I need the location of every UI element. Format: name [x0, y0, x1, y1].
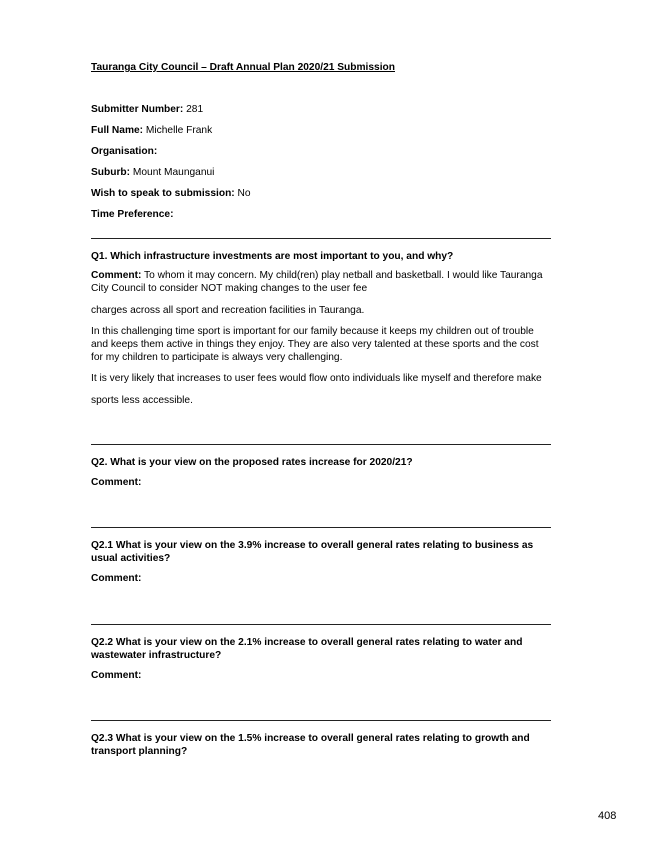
q2-1-comment-label: Comment: [91, 573, 142, 584]
q2-1-question-line1: Q2.1 What is your view on the 3.9% increase to overall general rates relating to business as [91, 540, 534, 551]
divider [91, 720, 551, 721]
divider [91, 444, 551, 445]
page-number: 408 [598, 810, 617, 822]
q1-paragraph-3-line2: and keeps them active in things they enjoy. They are also very talented at these sports and the cost [91, 339, 539, 350]
q2-2-question-line1: Q2.2 What is your view on the 2.1% increase to overall general rates relating to water and [91, 637, 523, 648]
q2-3-question-line2: transport planning? [91, 746, 188, 757]
document-title: Tauranga City Council – Draft Annual Plan 2020/21 Submission [91, 62, 395, 73]
field-submitter-number [91, 103, 203, 116]
q2-1-question-line2: usual activities? [91, 553, 171, 564]
q1-paragraph-2: charges across all sport and recreation facilities in Tauranga. [91, 305, 365, 316]
q2-comment-label: Comment: [91, 477, 142, 488]
q1-paragraph-3-line3: for my children to participate is always very challenging. [91, 352, 343, 363]
q1-comment-line2: City Council to consider NOT making changes to the user fee [91, 283, 368, 294]
divider [91, 527, 551, 528]
field-wish-to-speak [91, 187, 251, 200]
q2-2-comment-label: Comment: [91, 670, 142, 681]
field-value: No [237, 188, 251, 199]
field-value: Michelle Frank [145, 125, 213, 136]
field-label: Organisation: [91, 146, 158, 157]
q1-paragraph-3-line1: In this challenging time sport is important for our family because it keeps my children out of trouble [91, 326, 534, 337]
field-organisation [91, 145, 157, 158]
q2-question: Q2. What is your view on the proposed rates increase for 2020/21? [91, 457, 413, 468]
field-label: Submitter Number: [91, 104, 184, 115]
field-full-name [91, 124, 212, 137]
divider [91, 624, 551, 625]
field-label: Full Name: [91, 125, 144, 136]
field-value: 281 [186, 104, 204, 115]
comment-text: To whom it may concern. My child(ren) play netball and basketball. I would like Tauranga [144, 270, 543, 281]
field-label: Wish to speak to submission: [91, 188, 235, 199]
q1-paragraph-4: It is very likely that increases to user fees would flow onto individuals like myself and therefore make [91, 373, 542, 384]
field-value: Mount Maunganui [132, 167, 215, 178]
comment-label: Comment: [91, 270, 142, 281]
q2-2-question-line2: wastewater infrastructure? [91, 650, 222, 661]
field-time-preference [91, 208, 174, 221]
q1-paragraph-5: sports less accessible. [91, 395, 193, 406]
q1-question: Q1. Which infrastructure investments are most important to you, and why? [91, 251, 454, 262]
field-label: Time Preference: [91, 209, 174, 220]
divider [91, 238, 551, 239]
field-label: Suburb: [91, 167, 131, 178]
field-suburb [91, 166, 214, 179]
q2-3-question-line1: Q2.3 What is your view on the 1.5% increase to overall general rates relating to growth and [91, 733, 530, 744]
q1-comment-line1 [91, 269, 543, 282]
